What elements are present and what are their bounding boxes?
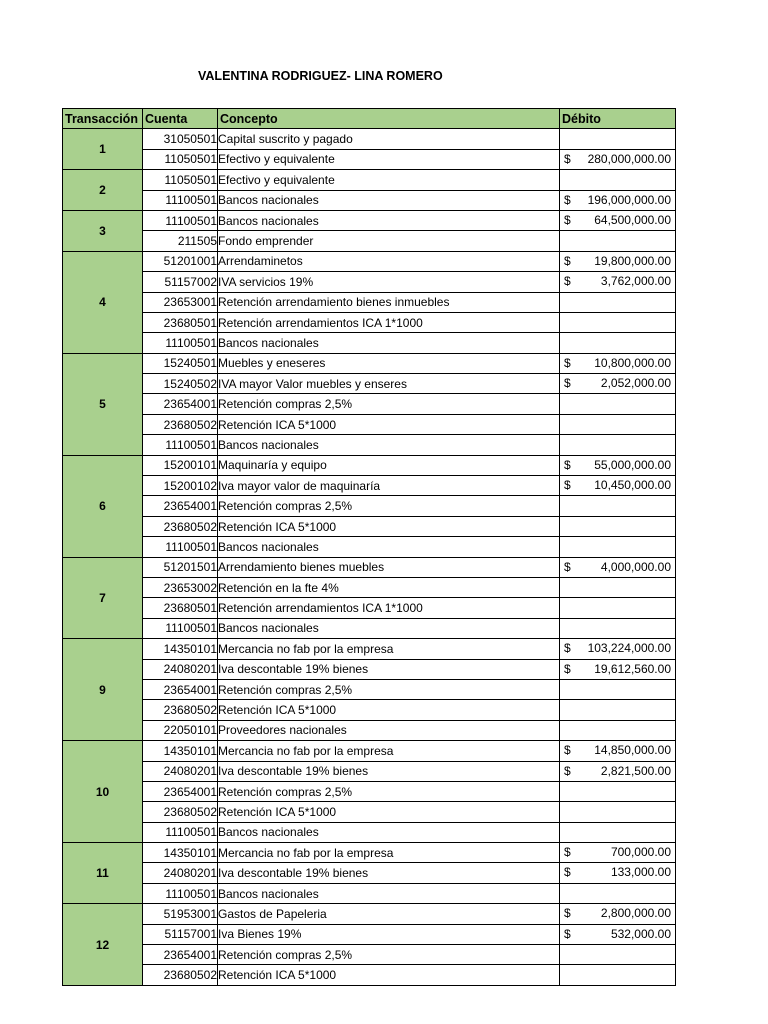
debito-cell[interactable]: [560, 333, 676, 353]
concepto-cell[interactable]: Mercancia no fab por la empresa: [218, 639, 560, 659]
concepto-cell[interactable]: Bancos nacionales: [218, 435, 560, 455]
currency-symbol: $: [564, 865, 571, 880]
concepto-cell[interactable]: Bancos nacionales: [218, 822, 560, 842]
table-row: [63, 496, 676, 516]
document-title: VALENTINA RODRIGUEZ- LINA ROMERO: [198, 69, 443, 83]
table-row: [63, 883, 676, 903]
cuenta-cell[interactable]: 23680501: [143, 598, 218, 618]
cuenta-cell[interactable]: 11100501: [143, 435, 218, 455]
currency-symbol: $: [564, 376, 571, 391]
cuenta-cell[interactable]: 23680501: [143, 312, 218, 332]
concepto-cell[interactable]: Mercancia no fab por la empresa: [218, 741, 560, 761]
cuenta-cell[interactable]: 23654001: [143, 496, 218, 516]
transaction-number-cell[interactable]: 7: [63, 557, 143, 639]
header-debito[interactable]: Débito: [560, 109, 676, 129]
table-row: [63, 761, 676, 781]
concepto-cell[interactable]: Retención arrendamiento bienes inmuebles: [218, 292, 560, 312]
cuenta-cell[interactable]: 11100501: [143, 333, 218, 353]
debito-cell[interactable]: [560, 761, 676, 781]
currency-symbol: $: [564, 192, 571, 207]
debito-cell[interactable]: [560, 455, 676, 475]
cuenta-cell[interactable]: 24080201: [143, 863, 218, 883]
concepto-cell[interactable]: Retención compras 2,5%: [218, 781, 560, 801]
cuenta-cell[interactable]: 23653002: [143, 577, 218, 597]
debito-cell[interactable]: [560, 598, 676, 618]
debito-cell[interactable]: [560, 435, 676, 455]
concepto-cell[interactable]: Retención ICA 5*1000: [218, 700, 560, 720]
concepto-cell[interactable]: Retención compras 2,5%: [218, 679, 560, 699]
debito-amount: 700,000.00: [610, 845, 671, 860]
cuenta-cell[interactable]: 15240502: [143, 374, 218, 394]
table-row: [63, 414, 676, 434]
concepto-cell[interactable]: Efectivo y equivalente: [218, 149, 560, 169]
debito-amount: 133,000.00: [610, 865, 671, 880]
debito-amount: 3,762,000.00: [600, 274, 671, 289]
debito-amount: 4,000,000.00: [600, 559, 671, 574]
table-row: [63, 353, 676, 373]
concepto-cell[interactable]: Mercancia no fab por la empresa: [218, 843, 560, 863]
debito-cell[interactable]: [560, 659, 676, 679]
debito-cell[interactable]: [560, 537, 676, 557]
currency-symbol: $: [564, 253, 571, 268]
debito-cell[interactable]: [560, 924, 676, 944]
table-row: [63, 639, 676, 659]
debito-cell[interactable]: [560, 190, 676, 210]
debito-cell[interactable]: [560, 863, 676, 883]
cuenta-cell[interactable]: 11050501: [143, 149, 218, 169]
currency-symbol: $: [564, 661, 571, 676]
cuenta-cell[interactable]: 15240501: [143, 353, 218, 373]
concepto-cell[interactable]: Bancos nacionales: [218, 210, 560, 230]
cuenta-cell[interactable]: 51201501: [143, 557, 218, 577]
debito-amount: 2,800,000.00: [600, 906, 671, 921]
cuenta-cell[interactable]: 23680502: [143, 965, 218, 985]
table-row: [63, 476, 676, 496]
transaction-number-cell[interactable]: 6: [63, 455, 143, 557]
debito-cell[interactable]: [560, 292, 676, 312]
transaction-number-cell[interactable]: 2: [63, 170, 143, 211]
table-row: [63, 231, 676, 251]
cuenta-cell[interactable]: 14350101: [143, 741, 218, 761]
cuenta-cell[interactable]: 51201001: [143, 251, 218, 271]
concepto-cell[interactable]: Bancos nacionales: [218, 333, 560, 353]
debito-amount: 55,000,000.00: [594, 457, 671, 472]
table-row: [63, 435, 676, 455]
header-concepto[interactable]: Concepto: [218, 109, 560, 129]
concepto-cell[interactable]: Bancos nacionales: [218, 537, 560, 557]
cuenta-cell[interactable]: 23680502: [143, 516, 218, 536]
concepto-cell[interactable]: Capital suscrito y pagado: [218, 129, 560, 149]
cuenta-cell[interactable]: 11100501: [143, 210, 218, 230]
table-row: [63, 516, 676, 536]
cuenta-cell[interactable]: 24080201: [143, 761, 218, 781]
concepto-cell[interactable]: Fondo emprender: [218, 231, 560, 251]
transaction-number-cell[interactable]: 4: [63, 251, 143, 353]
debito-cell[interactable]: [560, 720, 676, 740]
debito-cell[interactable]: [560, 802, 676, 822]
debito-cell[interactable]: [560, 476, 676, 496]
concepto-cell[interactable]: Iva mayor valor de maquinaría: [218, 476, 560, 496]
table-row: [63, 843, 676, 863]
cuenta-cell[interactable]: 15200101: [143, 455, 218, 475]
cuenta-cell[interactable]: 11050501: [143, 170, 218, 190]
concepto-cell[interactable]: Iva descontable 19% bienes: [218, 863, 560, 883]
table-row: [63, 333, 676, 353]
table-row: [63, 210, 676, 230]
concepto-cell[interactable]: Iva Bienes 19%: [218, 924, 560, 944]
concepto-cell[interactable]: Maquinaría y equipo: [218, 455, 560, 475]
debito-amount: 19,612,560.00: [594, 661, 671, 676]
debito-cell[interactable]: [560, 374, 676, 394]
transaction-number-cell[interactable]: 5: [63, 353, 143, 455]
table-row: [63, 312, 676, 332]
concepto-cell[interactable]: Retención arrendamientos ICA 1*1000: [218, 598, 560, 618]
concepto-cell[interactable]: Retención arrendamientos ICA 1*1000: [218, 312, 560, 332]
cuenta-cell[interactable]: 31050501: [143, 129, 218, 149]
debito-cell[interactable]: [560, 945, 676, 965]
cuenta-cell[interactable]: 14350101: [143, 639, 218, 659]
concepto-cell[interactable]: Muebles y eneseres: [218, 353, 560, 373]
concepto-cell[interactable]: Bancos nacionales: [218, 883, 560, 903]
table-row: [63, 577, 676, 597]
debito-cell[interactable]: [560, 170, 676, 190]
table-row: [63, 618, 676, 638]
cuenta-cell[interactable]: 22050101: [143, 720, 218, 740]
debito-cell[interactable]: [560, 577, 676, 597]
concepto-cell[interactable]: Retención ICA 5*1000: [218, 802, 560, 822]
debito-cell[interactable]: [560, 414, 676, 434]
table-row: [63, 700, 676, 720]
ledger-table: [62, 108, 676, 986]
table-row: [63, 272, 676, 292]
currency-symbol: $: [564, 641, 571, 656]
debito-amount: 19,800,000.00: [594, 253, 671, 268]
debito-cell[interactable]: [560, 129, 676, 149]
table-row: [63, 741, 676, 761]
cuenta-cell[interactable]: 51953001: [143, 904, 218, 924]
concepto-cell[interactable]: Bancos nacionales: [218, 190, 560, 210]
concepto-cell[interactable]: Gastos de Papeleria: [218, 904, 560, 924]
transaction-number-cell[interactable]: 9: [63, 639, 143, 741]
cuenta-cell[interactable]: 15200102: [143, 476, 218, 496]
currency-symbol: $: [564, 151, 571, 166]
concepto-cell[interactable]: Retención ICA 5*1000: [218, 965, 560, 985]
concepto-cell[interactable]: Arrendaminetos: [218, 251, 560, 271]
concepto-cell[interactable]: Retención compras 2,5%: [218, 496, 560, 516]
cuenta-cell[interactable]: 23654001: [143, 394, 218, 414]
concepto-cell[interactable]: Retención compras 2,5%: [218, 945, 560, 965]
debito-cell[interactable]: [560, 700, 676, 720]
cuenta-cell[interactable]: 23680502: [143, 700, 218, 720]
debito-cell[interactable]: [560, 741, 676, 761]
debito-cell[interactable]: [560, 353, 676, 373]
concepto-cell[interactable]: Arrendamiento bienes muebles: [218, 557, 560, 577]
cuenta-cell[interactable]: 23680502: [143, 802, 218, 822]
debito-cell[interactable]: [560, 843, 676, 863]
cuenta-cell[interactable]: 23680502: [143, 414, 218, 434]
concepto-cell[interactable]: Retención compras 2,5%: [218, 394, 560, 414]
cuenta-cell[interactable]: 23653001: [143, 292, 218, 312]
cuenta-cell[interactable]: 14350101: [143, 843, 218, 863]
concepto-cell[interactable]: IVA servicios 19%: [218, 272, 560, 292]
cuenta-cell[interactable]: 23654001: [143, 781, 218, 801]
debito-cell[interactable]: [560, 822, 676, 842]
transaction-number-cell[interactable]: 12: [63, 904, 143, 986]
currency-symbol: $: [564, 559, 571, 574]
table-row: [63, 251, 676, 271]
cuenta-cell[interactable]: 51157002: [143, 272, 218, 292]
table-row: [63, 394, 676, 414]
table-row: [63, 190, 676, 210]
debito-amount: 64,500,000.00: [594, 212, 671, 227]
debito-cell[interactable]: [560, 883, 676, 903]
debito-amount: 103,224,000.00: [587, 641, 671, 656]
cuenta-cell[interactable]: 24080201: [143, 659, 218, 679]
concepto-cell[interactable]: Retención en la fte 4%: [218, 577, 560, 597]
header-cuenta[interactable]: Cuenta: [143, 109, 218, 129]
ledger-body: [63, 129, 676, 985]
cuenta-cell[interactable]: 211505: [143, 231, 218, 251]
debito-amount: 196,000,000.00: [587, 192, 671, 207]
debito-amount: 10,800,000.00: [594, 355, 671, 370]
cuenta-cell[interactable]: 11100501: [143, 190, 218, 210]
concepto-cell[interactable]: Retención ICA 5*1000: [218, 414, 560, 434]
debito-cell[interactable]: [560, 679, 676, 699]
table-row: [63, 659, 676, 679]
table-row: [63, 965, 676, 985]
transaction-number-cell[interactable]: 10: [63, 741, 143, 843]
debito-amount: 14,850,000.00: [594, 743, 671, 758]
currency-symbol: $: [564, 926, 571, 941]
transaction-number-cell[interactable]: 11: [63, 843, 143, 904]
currency-symbol: $: [564, 845, 571, 860]
concepto-cell[interactable]: IVA mayor Valor muebles y enseres: [218, 374, 560, 394]
debito-cell[interactable]: [560, 231, 676, 251]
table-row: [63, 720, 676, 740]
table-row: [63, 149, 676, 169]
table-row: [63, 455, 676, 475]
header-row: [63, 109, 676, 129]
currency-symbol: $: [564, 906, 571, 921]
currency-symbol: $: [564, 478, 571, 493]
transaction-number-cell[interactable]: 3: [63, 210, 143, 251]
table-row: [63, 924, 676, 944]
table-row: [63, 374, 676, 394]
table-row: [63, 679, 676, 699]
debito-amount: 2,821,500.00: [600, 763, 671, 778]
concepto-cell[interactable]: Proveedores nacionales: [218, 720, 560, 740]
table-row: [63, 292, 676, 312]
debito-cell[interactable]: [560, 312, 676, 332]
concepto-cell[interactable]: Retención ICA 5*1000: [218, 516, 560, 536]
table-row: [63, 170, 676, 190]
debito-cell[interactable]: [560, 965, 676, 985]
cuenta-cell[interactable]: 11100501: [143, 618, 218, 638]
debito-cell[interactable]: [560, 639, 676, 659]
concepto-cell[interactable]: Efectivo y equivalente: [218, 170, 560, 190]
debito-amount: 10,450,000.00: [594, 478, 671, 493]
table-row: [63, 557, 676, 577]
debito-amount: 280,000,000.00: [587, 151, 671, 166]
cuenta-cell[interactable]: 23654001: [143, 679, 218, 699]
concepto-cell[interactable]: Bancos nacionales: [218, 618, 560, 638]
cuenta-cell[interactable]: 11100501: [143, 883, 218, 903]
debito-cell[interactable]: [560, 516, 676, 536]
debito-amount: 2,052,000.00: [600, 376, 671, 391]
table-row: [63, 598, 676, 618]
currency-symbol: $: [564, 355, 571, 370]
debito-cell[interactable]: [560, 618, 676, 638]
debito-amount: 532,000.00: [610, 926, 671, 941]
transaction-number-cell[interactable]: 1: [63, 129, 143, 170]
table-row: [63, 802, 676, 822]
debito-cell[interactable]: [560, 210, 676, 230]
table-row: [63, 822, 676, 842]
table-row: [63, 904, 676, 924]
table-row: [63, 781, 676, 801]
currency-symbol: $: [564, 212, 571, 227]
cuenta-cell[interactable]: 51157001: [143, 924, 218, 944]
table-row: [63, 945, 676, 965]
currency-symbol: $: [564, 743, 571, 758]
header-transaccion[interactable]: Transacción: [63, 109, 143, 129]
debito-cell[interactable]: [560, 781, 676, 801]
currency-symbol: $: [564, 457, 571, 472]
debito-cell[interactable]: [560, 394, 676, 414]
debito-cell[interactable]: [560, 557, 676, 577]
cuenta-cell[interactable]: 11100501: [143, 537, 218, 557]
table-row: [63, 863, 676, 883]
debito-cell[interactable]: [560, 904, 676, 924]
debito-cell[interactable]: [560, 496, 676, 516]
debito-cell[interactable]: [560, 251, 676, 271]
currency-symbol: $: [564, 274, 571, 289]
table-row: [63, 537, 676, 557]
cuenta-cell[interactable]: 11100501: [143, 822, 218, 842]
debito-cell[interactable]: [560, 149, 676, 169]
cuenta-cell[interactable]: 23654001: [143, 945, 218, 965]
debito-cell[interactable]: [560, 272, 676, 292]
concepto-cell[interactable]: Iva descontable 19% bienes: [218, 659, 560, 679]
concepto-cell[interactable]: Iva descontable 19% bienes: [218, 761, 560, 781]
table-row: [63, 129, 676, 149]
currency-symbol: $: [564, 763, 571, 778]
